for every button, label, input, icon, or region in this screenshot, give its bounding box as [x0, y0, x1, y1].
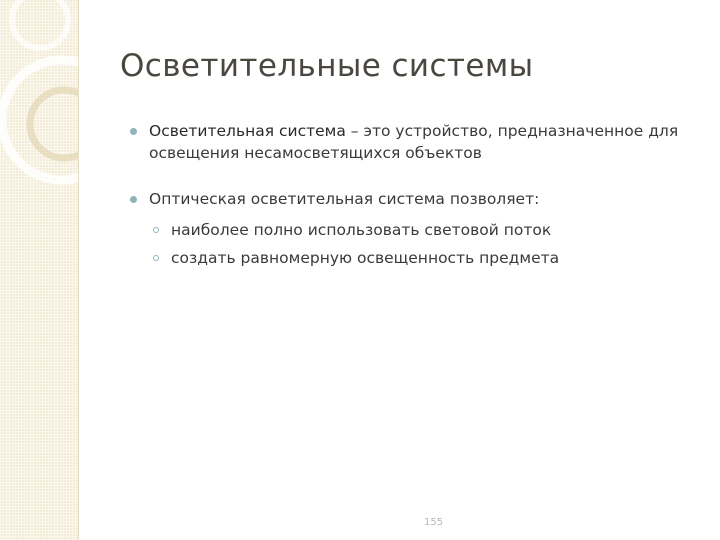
definition-term: Осветительная система — [149, 122, 346, 140]
decorative-sidebar — [0, 0, 78, 540]
decorative-circles-graphic — [0, 0, 78, 540]
sub-list-item — [149, 216, 710, 244]
ring-bullet-icon — [153, 227, 159, 233]
page-number: 155 — [424, 517, 444, 528]
slide-title: Осветительные системы — [120, 48, 534, 84]
bullet-definition — [130, 120, 710, 164]
sub-item-text: наиболее полно использовать световой поток — [171, 221, 552, 239]
sub-list-item — [149, 244, 710, 272]
ring-bullet-icon — [153, 255, 159, 261]
definition-text: – это устройство, предназначенное для освещения несамосветящихся объектов — [149, 122, 679, 162]
sub-list — [149, 216, 710, 272]
bullet-dot-icon — [130, 196, 137, 203]
sidebar-divider — [78, 0, 79, 540]
bullet-dot-icon — [130, 128, 137, 135]
sub-item-text: создать равномерную освещенность предмета — [171, 249, 560, 267]
slide-content — [130, 120, 710, 272]
bullet-optical-system — [130, 188, 710, 272]
bullet-text: Оптическая осветительная система позволяет: — [149, 190, 540, 208]
